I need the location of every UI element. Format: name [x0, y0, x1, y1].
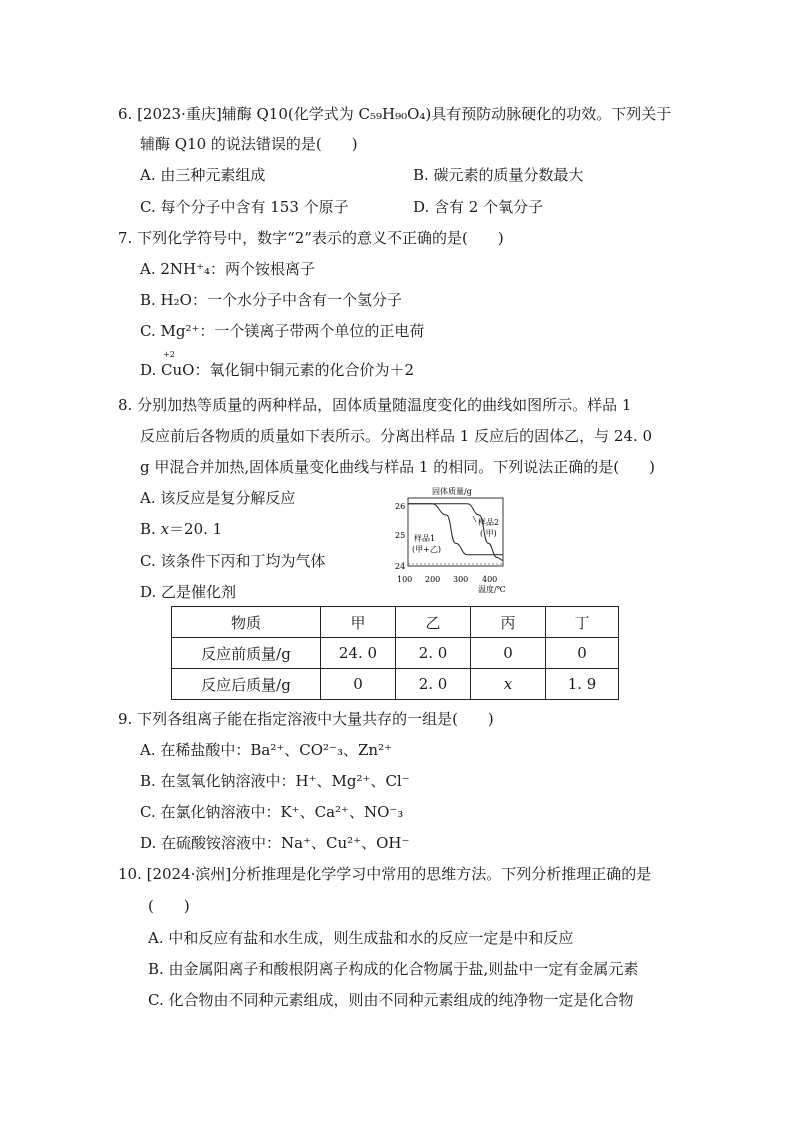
table-cell: 丁 — [546, 607, 619, 638]
q7-option-d-formula-wrap — [161, 350, 195, 380]
q10-stem-line2: ( ) — [148, 897, 190, 915]
chart-ytick-25: 25 — [395, 531, 406, 540]
q7-option-a: A. 2NH⁺₄：两个铵根离子 — [140, 260, 316, 278]
q8-option-b-prefix: B. — [140, 520, 161, 538]
q7-option-d-text: ：氧化铜中铜元素的化合价为＋2 — [194, 361, 415, 379]
q8-option-c: C. 该条件下丙和丁均为气体 — [140, 552, 326, 570]
chart-label-sample2: 样品2 — [478, 518, 500, 527]
table-cell: 2. 0 — [396, 638, 471, 669]
q7-option-c: C. Mg²⁺：一个镁离子带两个单位的正电荷 — [140, 322, 425, 340]
chart-xtick-100: 100 — [397, 575, 413, 584]
table-cell: 丙 — [471, 607, 546, 638]
table-cell: 物质 — [172, 607, 321, 638]
q10-option-b: B. 由金属阳离子和酸根阴离子构成的化合物属于盐,则盐中一定有金属元素 — [148, 960, 639, 978]
q6-option-b: B. 碳元素的质量分数最大 — [413, 166, 584, 184]
q9-option-d: D. 在硫酸铵溶液中：Na⁺、Cu²⁺、OH⁻ — [140, 834, 410, 852]
q6-option-c: C. 每个分子中含有 153 个原子 — [140, 198, 349, 216]
q10-stem-line1: 10. [2024·滨州]分析推理是化学学习中常用的思维方法。下列分析推理正确的是 — [118, 865, 652, 883]
q9-stem: 9. 下列各组离子能在指定溶液中大量共存的一组是( ) — [118, 710, 494, 728]
table-header-row — [172, 607, 619, 638]
q7-option-d-prefix: D. — [140, 361, 162, 379]
q9-option-a: A. 在稀盐酸中：Ba²⁺、CO²⁻₃、Zn²⁺ — [140, 741, 392, 759]
table-row — [172, 669, 619, 700]
chart-xtick-200: 200 — [425, 575, 441, 584]
chart-xlabel: 温度/℃ — [478, 585, 506, 594]
chart-ylabel: 固体质量/g — [432, 487, 472, 496]
q9-option-c: C. 在氯化钠溶液中：K⁺、Ca²⁺、NO⁻₃ — [140, 803, 404, 821]
table-cell: x — [471, 669, 546, 700]
table-cell: 24. 0 — [321, 638, 396, 669]
q8-option-a: A. 该反应是复分解反应 — [140, 489, 296, 507]
q6-option-d: D. 含有 2 个氧分子 — [413, 198, 544, 216]
q7-valence-mark: +2 — [163, 350, 175, 359]
chart-label2-pointer — [473, 516, 476, 522]
q8-stem-line3: g 甲混合并加热,固体质量变化曲线与样品 1 的相同。下列说法正确的是( ) — [140, 458, 655, 476]
chart-label-sample1-sub: (甲+乙) — [412, 545, 441, 554]
q9-option-b: B. 在氢氧化钠溶液中：H⁺、Mg²⁺、Cl⁻ — [140, 772, 410, 790]
table-row — [172, 638, 619, 669]
q10-option-c: C. 化合物由不同种元素组成，则由不同种元素组成的纯净物一定是化合物 — [148, 991, 634, 1009]
table-cell: 0 — [321, 669, 396, 700]
q8-option-b-var: x — [160, 520, 170, 538]
q8-option-d: D. 乙是催化剂 — [140, 583, 237, 601]
q10-option-a: A. 中和反应有盐和水生成，则生成盐和水的反应一定是中和反应 — [148, 929, 574, 947]
table-cell: 2. 0 — [396, 669, 471, 700]
chart-ytick-26: 26 — [395, 502, 406, 511]
q7-stem: 7. 下列化学符号中，数字“2”表示的意义不正确的是( ) — [118, 229, 504, 247]
q6-option-a: A. 由三种元素组成 — [140, 166, 266, 184]
chart-xtick-400: 400 — [482, 575, 498, 584]
q7-option-b: B. H₂O：一个水分子中含有一个氢分子 — [140, 291, 402, 309]
q8-stem-line1: 8. 分别加热等质量的两种样品，固体质量随温度变化的曲线如图所示。样品 1 — [118, 396, 632, 414]
table-cell: 反应前质量/g — [172, 638, 321, 669]
table-cell: 0 — [546, 638, 619, 669]
q6-stem-line1: 6. [2023·重庆]辅酶 Q10(化学式为 C₅₉H₉₀O₄)具有预防动脉硬化的功效。下列关于 — [118, 105, 672, 123]
chart-xtick-300: 300 — [453, 575, 469, 584]
chart-label-sample2-sub: ( 甲) — [480, 529, 497, 538]
q8-option-b-text: ＝20. 1 — [169, 520, 223, 538]
table-cell: 反应后质量/g — [172, 669, 321, 700]
q8-option-b — [140, 519, 222, 539]
q7-option-d — [140, 350, 415, 380]
q6-stem-line2: 辅酶 Q10 的说法错误的是( ) — [140, 135, 358, 153]
table-cell: 0 — [471, 638, 546, 669]
table-cell: 1. 9 — [546, 669, 619, 700]
table-cell: 乙 — [396, 607, 471, 638]
chart-ytick-24: 24 — [395, 562, 406, 571]
q7-option-d-formula: CuO — [161, 361, 195, 379]
chart-label-sample1: 样品1 — [414, 534, 436, 543]
q8-stem-line2: 反应前后各物质的质量如下表所示。分离出样品 1 反应后的固体乙，与 24. 0 — [140, 427, 653, 445]
mass-table — [171, 606, 619, 700]
mass-temperature-chart — [390, 484, 520, 596]
table-cell: 甲 — [321, 607, 396, 638]
